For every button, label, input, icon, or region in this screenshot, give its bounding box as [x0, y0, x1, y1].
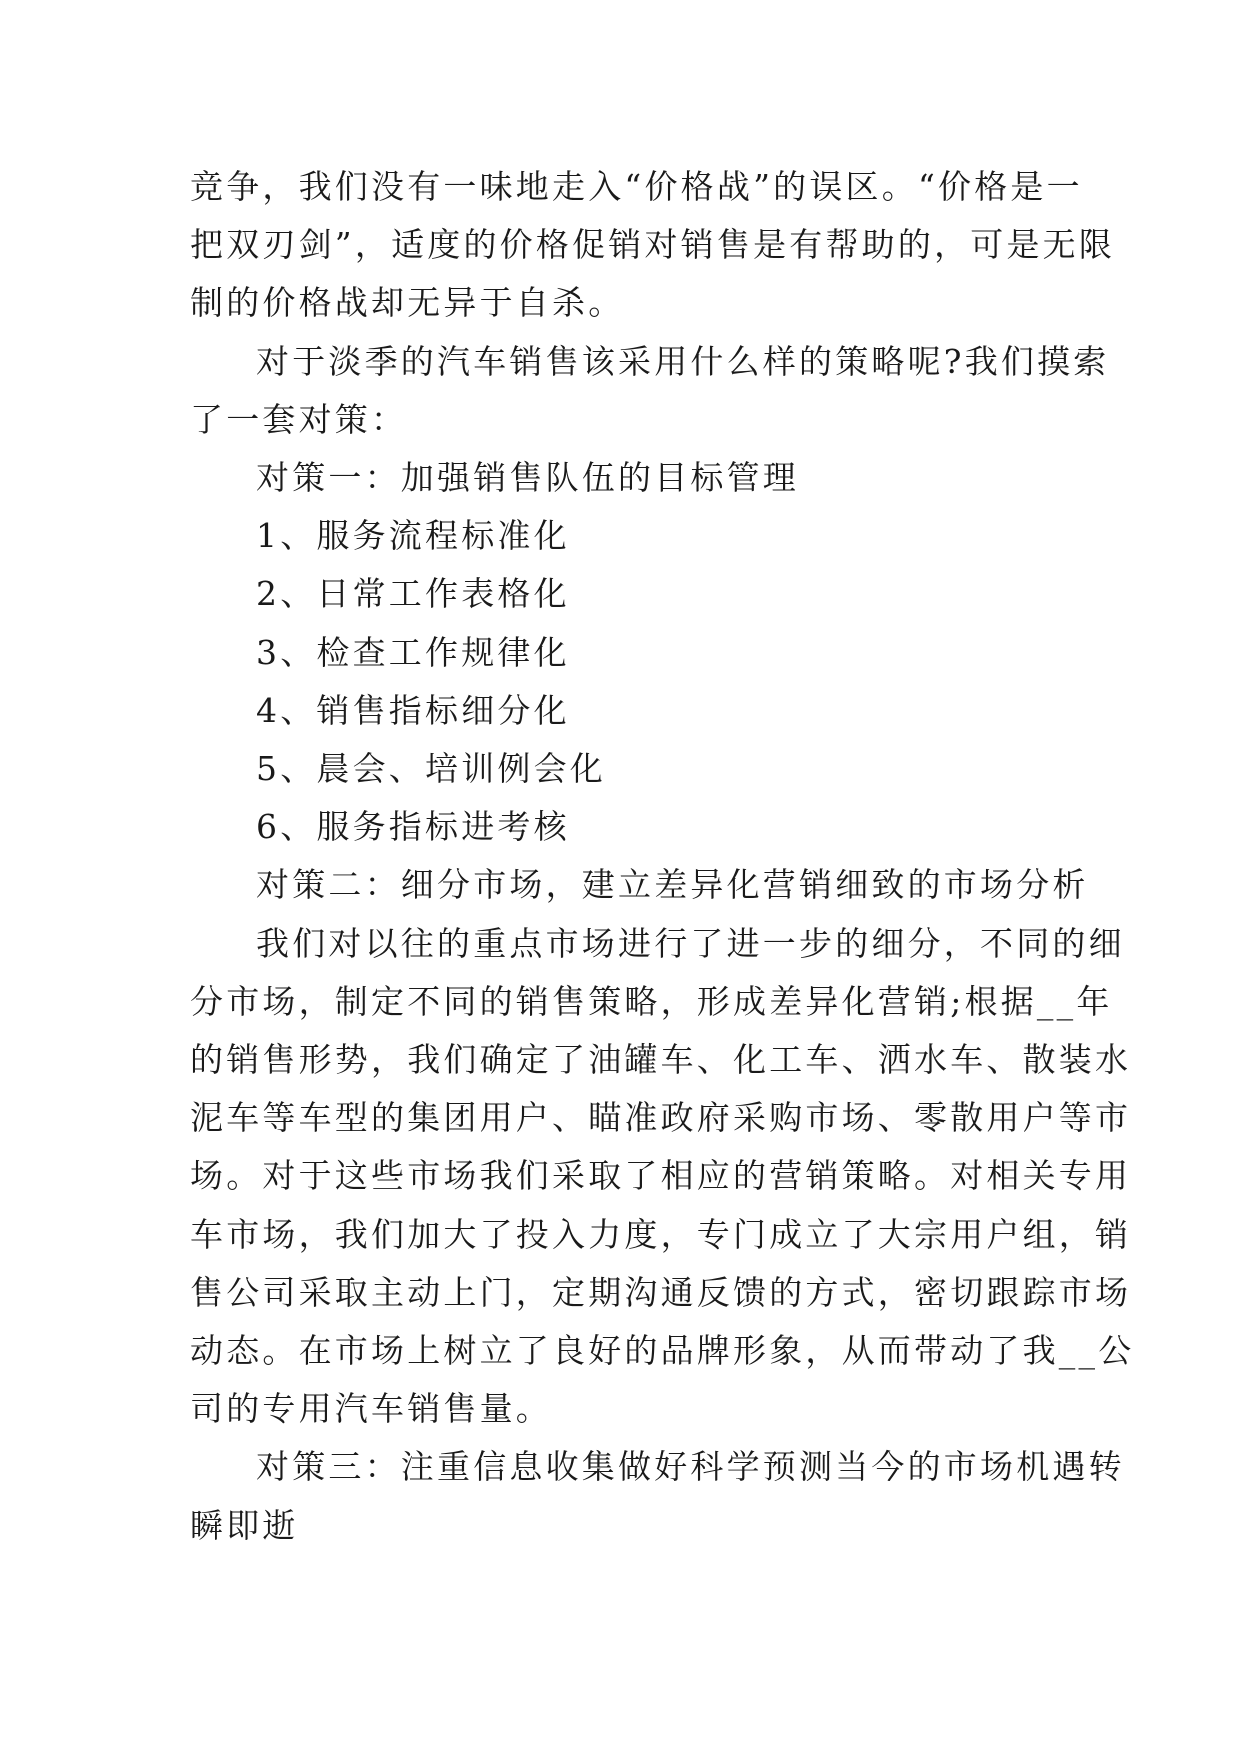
text-line: 制的价格战却无异于自杀。 — [190, 283, 625, 323]
list-item-3 — [190, 624, 1056, 682]
text-line: 车市场，我们加大了投入力度，专门成立了大宗用户组，销 — [190, 1214, 1132, 1254]
list-item-2 — [190, 565, 1056, 623]
text-line: 把双刃剑”，适度的价格促销对销售是有帮助的，可是无限 — [190, 225, 1116, 265]
paragraph-market-segmentation — [190, 915, 1135, 1439]
text-line: 3、检查工作规律化 — [256, 632, 570, 672]
text-line: 瞬即逝 — [190, 1505, 299, 1545]
heading-strategy-two — [190, 856, 1089, 914]
text-line: 动态。在市场上树立了良好的品牌形象，从而带动了我__公 — [190, 1331, 1135, 1371]
text-line: 2、日常工作表格化 — [256, 574, 570, 614]
text-line: 我们对以往的重点市场进行了进一步的细分，不同的细 — [256, 923, 1125, 963]
text-line: 对策二：细分市场，建立差异化营销细致的市场分析 — [256, 865, 1089, 905]
heading-strategy-one — [190, 449, 1056, 507]
body-text — [190, 158, 1135, 1555]
text-line: 对策一：加强销售队伍的目标管理 — [256, 458, 799, 498]
text-line: 5、晨会、培训例会化 — [256, 749, 606, 789]
text-line: 对于淡季的汽车销售该采用什么样的策略呢?我们摸索 — [256, 341, 1110, 381]
text-line: 对策三：注重信息收集做好科学预测当今的市场机遇转 — [256, 1447, 1125, 1487]
text-line: 售公司采取主动上门，定期沟通反馈的方式，密切跟踪市场 — [190, 1272, 1132, 1312]
text-line: 分市场，制定不同的销售策略，形成差异化营销;根据__年 — [190, 981, 1113, 1021]
list-item-1 — [190, 507, 1056, 565]
text-line: 场。对于这些市场我们采取了相应的营销策略。对相关专用 — [190, 1156, 1132, 1196]
list-item-6 — [190, 798, 1056, 856]
text-line: 泥车等车型的集团用户、瞄准政府采购市场、零散用户等市 — [190, 1098, 1132, 1138]
paragraph-off-season-strategy — [190, 333, 1110, 449]
text-line: 的销售形势，我们确定了油罐车、化工车、洒水车、散装水 — [190, 1040, 1132, 1080]
paragraph-price-war — [190, 158, 1116, 333]
text-line: 了一套对策： — [190, 399, 408, 439]
list-item-5 — [190, 740, 1056, 798]
text-line: 4、销售指标细分化 — [256, 690, 570, 730]
text-line: 1、服务流程标准化 — [256, 516, 570, 556]
text-line: 6、服务指标进考核 — [256, 807, 570, 847]
text-line: 司的专用汽车销售量。 — [190, 1389, 552, 1429]
list-item-4 — [190, 682, 1056, 740]
text-line: 竞争，我们没有一味地走入“价格战”的误区。“价格是一 — [190, 167, 1083, 206]
heading-strategy-three — [190, 1438, 1125, 1554]
